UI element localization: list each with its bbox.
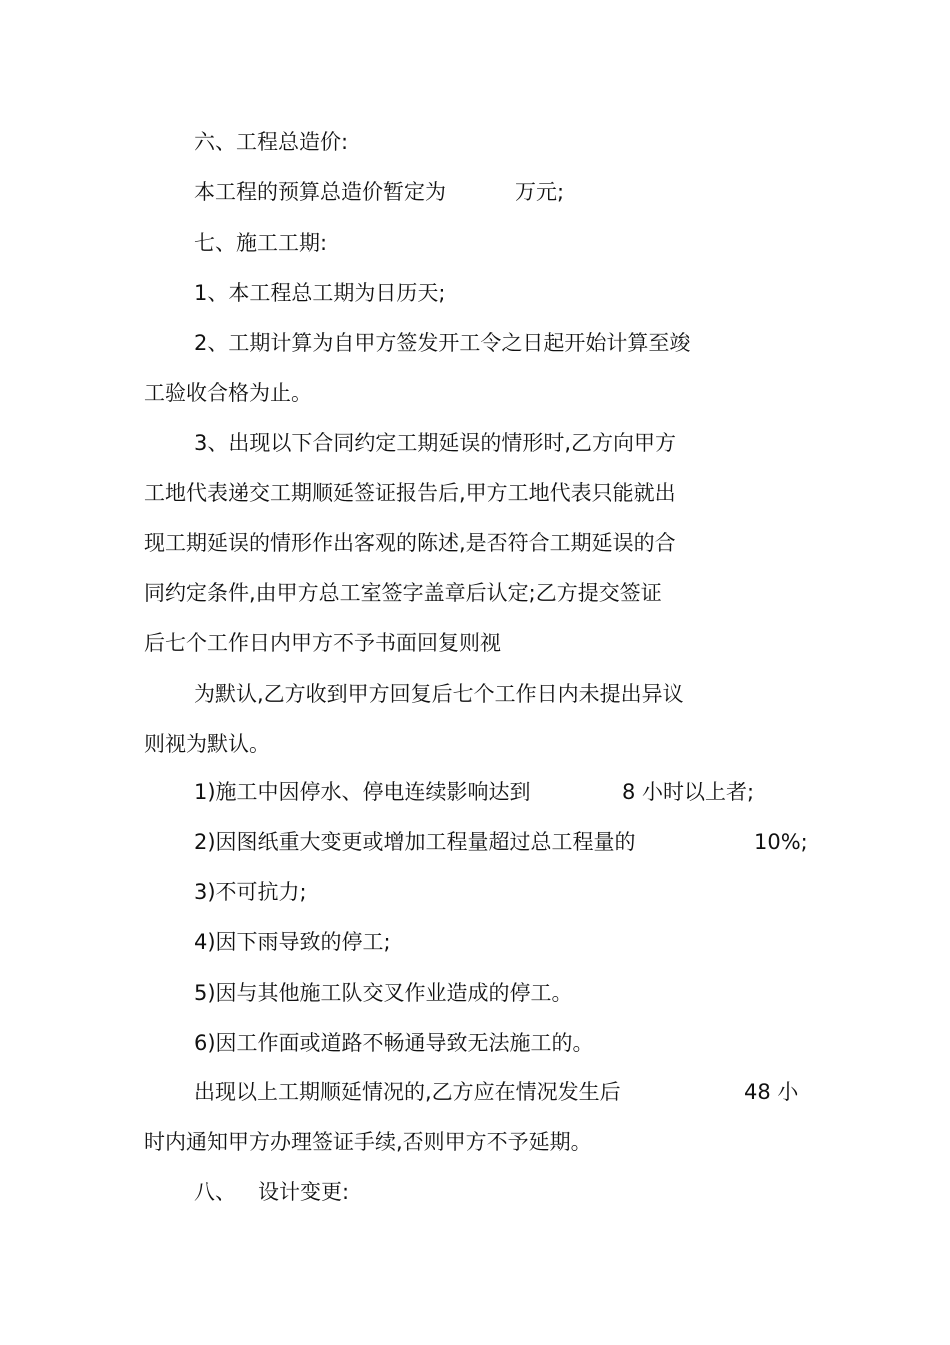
line-text: 时内通知甲方办理签证手续,否则甲方不予延期。: [144, 1130, 592, 1154]
line-text: 七、施工工期:: [194, 231, 328, 255]
line-text: 六、工程总造价:: [194, 130, 349, 154]
paragraph-line: [194, 429, 676, 457]
line-text: 2)因图纸重大变更或增加工程量超过总工程量的: [194, 830, 636, 854]
section-heading-total-cost: [194, 128, 348, 156]
line-text-cont: 10%;: [754, 830, 808, 854]
line-text-cont: 万元;: [515, 180, 565, 204]
line-text-cont: 48 小: [744, 1080, 799, 1104]
line-text: 3)不可抗力;: [194, 880, 307, 904]
list-item: [194, 928, 391, 956]
line-text: 则视为默认。: [144, 732, 270, 756]
line-text: 后七个工作日内甲方不予书面回复则视: [144, 631, 501, 655]
line-text: 6)因工作面或道路不畅通导致无法施工的。: [194, 1031, 594, 1055]
paragraph-line: [144, 529, 676, 557]
paragraph-line: [194, 329, 690, 357]
line-text: 出现以上工期顺延情况的,乙方应在情况发生后: [194, 1080, 621, 1104]
line-text: 3、出现以下合同约定工期延误的情形时,乙方向甲方: [194, 431, 677, 455]
line-text: 5)因与其他施工队交叉作业造成的停工。: [194, 981, 573, 1005]
paragraph-line: [194, 680, 684, 708]
line-text: 工验收合格为止。: [144, 381, 312, 405]
list-item: [194, 1029, 594, 1057]
paragraph-line: [144, 629, 501, 657]
line-text: 1)施工中因停水、停电连续影响达到: [194, 780, 531, 804]
line-text: 工地代表递交工期顺延签证报告后,甲方工地代表只能就出: [144, 481, 676, 505]
line-text: 1、本工程总工期为日历天;: [194, 281, 446, 305]
line-text: 4)因下雨导致的停工;: [194, 930, 391, 954]
paragraph-line: [194, 279, 445, 307]
paragraph-line: [144, 579, 662, 607]
paragraph-line: [144, 730, 270, 758]
list-item: [194, 878, 307, 906]
line-text: 2、工期计算为自甲方签发开工令之日起开始计算至竣: [194, 331, 691, 355]
line-text-cont: 设计变更:: [258, 1180, 350, 1204]
line-text: 本工程的预算总造价暂定为: [194, 180, 446, 204]
line-text: 同约定条件,由甲方总工室签字盖章后认定;乙方提交签证: [144, 581, 662, 605]
line-text: 为默认,乙方收到甲方回复后七个工作日内未提出异议: [194, 682, 684, 706]
section-heading-schedule: [194, 229, 327, 257]
paragraph-line: [144, 479, 676, 507]
paragraph-line: [144, 1128, 592, 1156]
line-text: 现工期延误的情形作出客观的陈述,是否符合工期延误的合: [144, 531, 676, 555]
paragraph-line: [144, 379, 312, 407]
list-item: [194, 979, 573, 1007]
line-text-cont: 8 小时以上者;: [622, 780, 755, 804]
line-text: 八、: [194, 1180, 236, 1204]
